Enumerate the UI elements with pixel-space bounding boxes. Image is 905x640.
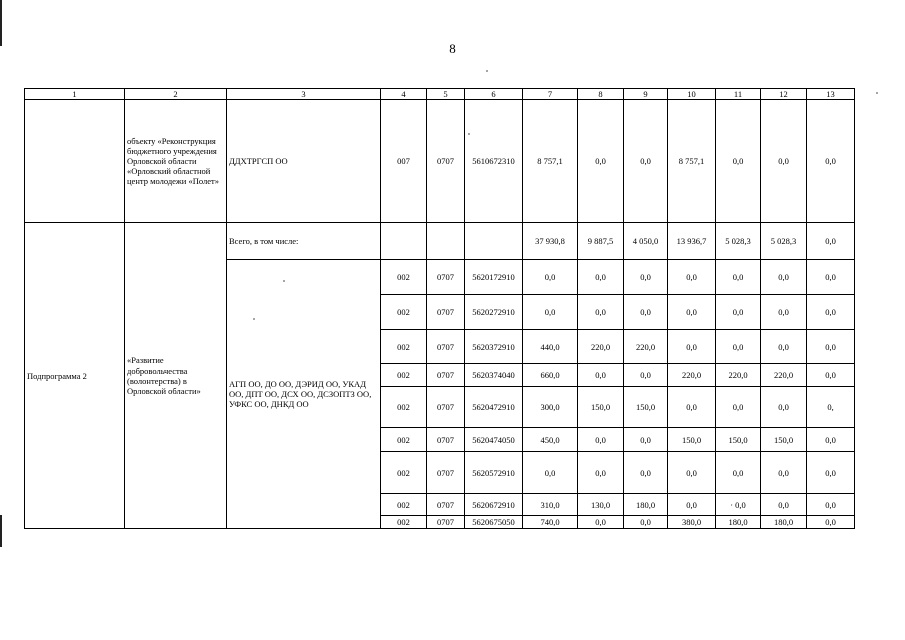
row-value: 0,0 — [624, 364, 668, 387]
header-col-6: 6 — [465, 89, 523, 100]
object-value: 0,0 — [624, 100, 668, 223]
object-value: 8 757,1 — [668, 100, 716, 223]
row-value: 0,0 — [668, 260, 716, 295]
object-value: 0,0 — [716, 100, 761, 223]
row-value: 002 — [381, 494, 427, 516]
total-value: 4 050,0 — [624, 223, 668, 260]
scan-speck — [468, 133, 470, 135]
scan-speck — [876, 92, 878, 94]
row-value: 0,0 — [761, 387, 807, 428]
row-value: 220,0 — [578, 330, 624, 364]
row-value: 0,0 — [761, 330, 807, 364]
object-row-col1 — [25, 100, 125, 223]
row-value: 0,0 — [624, 452, 668, 494]
row-value: 0,0 — [807, 364, 855, 387]
header-col-2: 2 — [125, 89, 227, 100]
row-value: 0,0 — [716, 330, 761, 364]
header-col-8: 8 — [578, 89, 624, 100]
row-value: 380,0 — [668, 516, 716, 529]
row-value: 0707 — [427, 494, 465, 516]
header-col-7: 7 — [523, 89, 578, 100]
header-col-9: 9 — [624, 89, 668, 100]
object-value: 0,0 — [761, 100, 807, 223]
budget-table — [24, 88, 855, 529]
row-value: 0707 — [427, 452, 465, 494]
header-col-11: 11 — [716, 89, 761, 100]
row-value: 180,0 — [761, 516, 807, 529]
row-value: 5620472910 — [465, 387, 523, 428]
total-value: 9 887,5 — [578, 223, 624, 260]
row-value: 5620474050 — [465, 428, 523, 452]
row-value: 5620572910 — [465, 452, 523, 494]
row-value: 0,0 — [578, 516, 624, 529]
row-value: 5620675050 — [465, 516, 523, 529]
row-value: 0,0 — [668, 295, 716, 330]
row-value: 0,0 — [578, 260, 624, 295]
row-value: 0,0 — [807, 516, 855, 529]
row-value: 002 — [381, 330, 427, 364]
row-value: 5620372910 — [465, 330, 523, 364]
row-value: 0,0 — [807, 295, 855, 330]
left-edge-line — [0, 0, 2, 46]
row-value: 0707 — [427, 295, 465, 330]
row-value: 0,0 — [624, 260, 668, 295]
row-value: 0,0 — [523, 452, 578, 494]
row-value: 002 — [381, 260, 427, 295]
scan-speck — [283, 280, 285, 282]
subprogram-executors: АГП ОО, ДО ОО, ДЭРИД ОО, УКАД ОО, ДПТ ОО, ДСХ ОО, ДСЗОПТЗ ОО, УФКС ОО, ДНКД ОО — [227, 260, 381, 529]
row-value: 0,0 — [716, 295, 761, 330]
row-value: 660,0 — [523, 364, 578, 387]
row-value: 0,0 — [578, 295, 624, 330]
object-value: 5610672310 — [465, 100, 523, 223]
object-description: объекту «Реконструкция бюджетного учреждения Орловской области «Орловский областной центр молодежи «Полет» — [125, 100, 227, 223]
total-label: Всего, в том числе: — [227, 223, 381, 260]
row-value: 5620172910 — [465, 260, 523, 295]
row-value: 150,0 — [578, 387, 624, 428]
row-value: 0,0 — [624, 295, 668, 330]
row-value: 0707 — [427, 387, 465, 428]
row-value: 002 — [381, 452, 427, 494]
row-value: 0,0 — [523, 260, 578, 295]
header-row — [25, 89, 855, 100]
total-value: 0,0 — [807, 223, 855, 260]
row-value: 0,0 — [523, 295, 578, 330]
row-value: 180,0 — [624, 494, 668, 516]
total-value: 13 936,7 — [668, 223, 716, 260]
object-value: 0707 — [427, 100, 465, 223]
row-value: 002 — [381, 295, 427, 330]
subprogram-total-row — [25, 223, 855, 260]
row-value: 002 — [381, 516, 427, 529]
header-col-5: 5 — [427, 89, 465, 100]
header-col-1: 1 — [25, 89, 125, 100]
row-value: 0,0 — [761, 260, 807, 295]
row-value: 150,0 — [716, 428, 761, 452]
row-value: 450,0 — [523, 428, 578, 452]
row-value: 0707 — [427, 330, 465, 364]
row-value: 0,0 — [807, 494, 855, 516]
row-value: 0,0 — [807, 452, 855, 494]
row-value: 0,0 — [761, 295, 807, 330]
object-executor: ДДХТРГСП ОО — [227, 100, 381, 223]
row-value: 0,0 — [578, 452, 624, 494]
object-value: 8 757,1 — [523, 100, 578, 223]
row-value: 0,0 — [578, 364, 624, 387]
row-value: 002 — [381, 387, 427, 428]
object-value: 0,0 — [578, 100, 624, 223]
row-value: 0,0 — [716, 387, 761, 428]
row-value: · 0,0 — [716, 494, 761, 516]
total-value: 5 028,3 — [761, 223, 807, 260]
row-value: 0707 — [427, 364, 465, 387]
row-value: 002 — [381, 364, 427, 387]
row-value: 740,0 — [523, 516, 578, 529]
row-value: 0,0 — [668, 494, 716, 516]
page-number: 8 — [449, 41, 456, 56]
row-value: 0707 — [427, 428, 465, 452]
row-value: 130,0 — [578, 494, 624, 516]
row-value: 0,0 — [624, 428, 668, 452]
total-value: 5 028,3 — [716, 223, 761, 260]
subprogram-name: Подпрограмма 2 — [25, 223, 125, 529]
scan-speck — [486, 70, 488, 72]
row-value: 5620272910 — [465, 295, 523, 330]
header-col-4: 4 — [381, 89, 427, 100]
row-value: 180,0 — [716, 516, 761, 529]
scan-speck — [253, 318, 255, 320]
row-value: 5620374040 — [465, 364, 523, 387]
row-value: 220,0 — [624, 330, 668, 364]
row-value: 310,0 — [523, 494, 578, 516]
row-value: 440,0 — [523, 330, 578, 364]
left-edge-mark — [0, 515, 2, 547]
row-value: 0,0 — [578, 428, 624, 452]
row-value: 0707 — [427, 516, 465, 529]
total-col4 — [381, 223, 427, 260]
row-value: 0,0 — [807, 330, 855, 364]
row-value: 150,0 — [761, 428, 807, 452]
row-value: 150,0 — [624, 387, 668, 428]
header-col-13: 13 — [807, 89, 855, 100]
row-value: 0,0 — [716, 452, 761, 494]
row-value: 0,0 — [668, 452, 716, 494]
total-col5 — [427, 223, 465, 260]
row-value: 002 — [381, 428, 427, 452]
row-value: 5620672910 — [465, 494, 523, 516]
row-value: 300,0 — [523, 387, 578, 428]
row-value: 220,0 — [716, 364, 761, 387]
row-value: 0707 — [427, 260, 465, 295]
subprogram-title: «Развитие добровольчества (волонтерства) в Орловской области» — [125, 223, 227, 529]
row-value: 0,0 — [668, 387, 716, 428]
header-col-12: 12 — [761, 89, 807, 100]
header-col-10: 10 — [668, 89, 716, 100]
row-value: 0,0 — [761, 494, 807, 516]
row-value: 220,0 — [668, 364, 716, 387]
row-value: 0,0 — [668, 330, 716, 364]
row-value: 0,0 — [807, 260, 855, 295]
object-row — [25, 100, 855, 223]
total-value: 37 930,8 — [523, 223, 578, 260]
row-value: 0,0 — [807, 428, 855, 452]
row-value: 0,0 — [716, 260, 761, 295]
row-value: 0,0 — [624, 516, 668, 529]
header-col-3: 3 — [227, 89, 381, 100]
object-value: 007 — [381, 100, 427, 223]
object-value: 0,0 — [807, 100, 855, 223]
total-col6 — [465, 223, 523, 260]
row-value: 220,0 — [761, 364, 807, 387]
row-value: 0, — [807, 387, 855, 428]
row-value: 150,0 — [668, 428, 716, 452]
row-value: 0,0 — [761, 452, 807, 494]
